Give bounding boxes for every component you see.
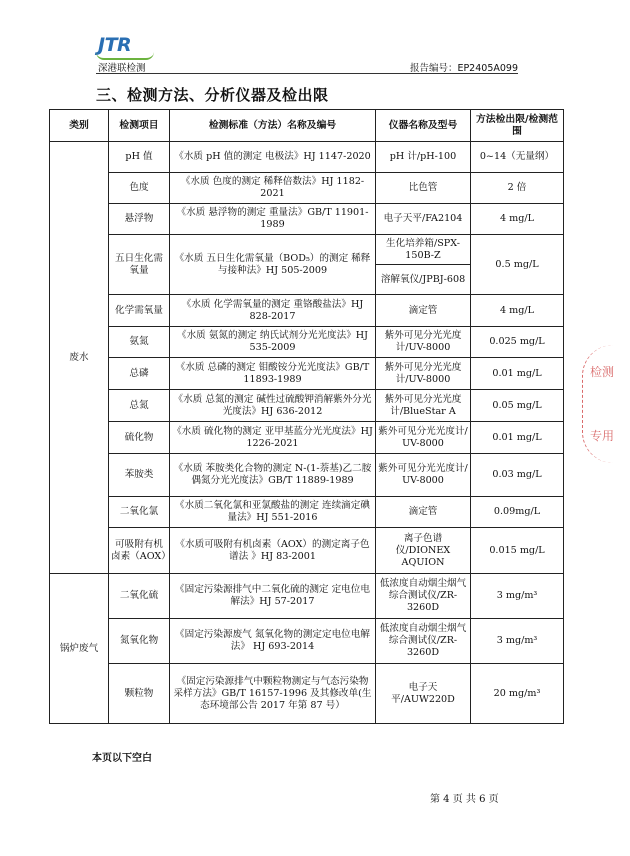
- item-cell: 苯胺类: [109, 454, 170, 497]
- table-row: [50, 358, 564, 390]
- limit-cell: 3 mg/m³: [471, 619, 564, 664]
- table-row: [50, 173, 564, 204]
- category-cell: 锅炉废气: [50, 574, 109, 724]
- method-cell: 《固定污染源排气中二氧化硫的测定 定电位电解法》HJ 57-2017: [170, 574, 376, 619]
- instrument-cell: 低浓度自动烟尘烟气综合测试仪/ZR-3260D: [376, 574, 471, 619]
- instrument-cell: 紫外可见分光光度计/ UV-8000: [376, 422, 471, 454]
- page-header: [96, 30, 556, 72]
- logo-text: JTR: [98, 34, 132, 56]
- item-cell: 色度: [109, 173, 170, 204]
- method-cell: 《水质 硫化物的测定 亚甲基蓝分光光度法》HJ 1226-2021: [170, 422, 376, 454]
- seal-text-1: 检测: [590, 365, 615, 379]
- method-cell: 《水质可吸附有机卤素（AOX）的测定离子色谱法 》HJ 83-2001: [170, 528, 376, 574]
- methods-table: [49, 109, 564, 724]
- instrument-cell: 紫外可见分光光度计/UV-8000: [376, 358, 471, 390]
- blank-below-note: 本页以下空白: [92, 753, 152, 764]
- limit-cell: 0.05 mg/L: [471, 390, 564, 422]
- report-number: 报告编号：EP2405A099: [409, 63, 518, 74]
- method-cell: 《水质 悬浮物的测定 重量法》GB/T 11901-1989: [170, 204, 376, 235]
- item-cell: 总磷: [109, 358, 170, 390]
- instrument-cell: 电子天平/AUW220D: [376, 664, 471, 724]
- instrument-cell: 低浓度自动烟尘烟气综合测试仪/ZR-3260D: [376, 619, 471, 664]
- limit-cell: 0.015 mg/L: [471, 528, 564, 574]
- table-row: [50, 528, 564, 574]
- item-cell: 颗粒物: [109, 664, 170, 724]
- table-row: [50, 574, 564, 619]
- instrument-cell: 紫外可见分光光度计/ UV-8000: [376, 454, 471, 497]
- item-cell: 硫化物: [109, 422, 170, 454]
- item-cell: 可吸附有机卤素（AOX）: [109, 528, 170, 574]
- page-number: 第 4 页 共 6 页: [430, 794, 499, 805]
- header-divider: [96, 73, 518, 74]
- limit-cell: 0.03 mg/L: [471, 454, 564, 497]
- instrument-cell: 离子色谱仪/DIONEX AQUION: [376, 528, 471, 574]
- instrument-cell: 紫外可见分光光度计/UV-8000: [376, 327, 471, 358]
- method-cell: 《水质 色度的测定 稀释倍数法》HJ 1182-2021: [170, 173, 376, 204]
- limit-cell: 4 mg/L: [471, 295, 564, 327]
- col-header-instrument: 仪器名称及型号: [376, 110, 471, 142]
- red-seal-stamp: [590, 345, 630, 465]
- item-cell: 氮氧化物: [109, 619, 170, 664]
- col-header-limit: 方法检出限/检测范围: [471, 110, 564, 142]
- item-cell: 化学需氧量: [109, 295, 170, 327]
- item-cell: 悬浮物: [109, 204, 170, 235]
- instrument-cell: 比色管: [376, 173, 471, 204]
- table-row: [50, 497, 564, 528]
- instrument-cell: pH 计/pH-100: [376, 142, 471, 173]
- section-title: 三、检测方法、分析仪器及检出限: [96, 86, 329, 104]
- instrument-cell: 电子天平/FA2104: [376, 204, 471, 235]
- limit-cell: 0.01 mg/L: [471, 422, 564, 454]
- table-row: [50, 422, 564, 454]
- table-row: [50, 295, 564, 327]
- limit-cell: 0.09mg/L: [471, 497, 564, 528]
- item-cell: 五日生化需氧量: [109, 235, 170, 295]
- limit-cell: 0~14（无量纲）: [471, 142, 564, 173]
- method-cell: 《水质二氧化氯和亚氯酸盐的测定 连续滴定碘量法》HJ 551-2016: [170, 497, 376, 528]
- table-header-row: [50, 110, 564, 142]
- limit-cell: 3 mg/m³: [471, 574, 564, 619]
- instrument-cell: 滴定管: [376, 497, 471, 528]
- method-cell: 《水质 化学需氧量的测定 重铬酸盐法》HJ 828-2017: [170, 295, 376, 327]
- instrument-cell: 紫外可见分光光度计/BlueStar A: [376, 390, 471, 422]
- table-row: [50, 204, 564, 235]
- col-header-category: 类别: [50, 110, 109, 142]
- method-cell: 《水质 氨氮的测定 纳氏试剂分光光度法》HJ 535-2009: [170, 327, 376, 358]
- col-header-method: 检测标准（方法）名称及编号: [170, 110, 376, 142]
- method-cell: 《水质 总磷的测定 钼酸铵分光光度法》GB/T 11893-1989: [170, 358, 376, 390]
- item-cell: 氨氮: [109, 327, 170, 358]
- table-row: [50, 327, 564, 358]
- category-cell: 废水: [50, 142, 109, 574]
- instrument-cell: 溶解氧仪/JPBJ-608: [376, 265, 471, 295]
- instrument-cell: 生化培养箱/SPX-150B-Z: [376, 235, 471, 265]
- method-cell: 《水质 苯胺类化合物的测定 N-(1-萘基)乙二胺偶氮分光光度法》GB/T 11889-1989: [170, 454, 376, 497]
- table-row: [50, 664, 564, 724]
- method-cell: 《固定污染源排气中颗粒物测定与气态污染物采样方法》GB/T 16157-1996 及其修改单(生态环境部公告 2017 年第 87 号）: [170, 664, 376, 724]
- table-row: [50, 390, 564, 422]
- col-header-item: 检测项目: [109, 110, 170, 142]
- limit-cell: 0.025 mg/L: [471, 327, 564, 358]
- method-cell: 《水质 总氮的测定 碱性过硫酸钾消解紫外分光光度法》HJ 636-2012: [170, 390, 376, 422]
- table-row: [50, 454, 564, 497]
- method-cell: 《水质 五日生化需氧量（BOD₅）的测定 稀释与接种法》HJ 505-2009: [170, 235, 376, 295]
- company-logo: [96, 30, 156, 58]
- company-name: 深港联检测: [98, 63, 146, 74]
- limit-cell: 0.5 mg/L: [471, 235, 564, 295]
- table-row: [50, 619, 564, 664]
- item-cell: pH 值: [109, 142, 170, 173]
- limit-cell: 2 倍: [471, 173, 564, 204]
- seal-text-2: 专用: [590, 429, 615, 443]
- logo-swoosh: [96, 52, 154, 60]
- method-cell: 《固定污染源废气 氮氧化物的测定定电位电解法》 HJ 693-2014: [170, 619, 376, 664]
- limit-cell: 4 mg/L: [471, 204, 564, 235]
- limit-cell: 20 mg/m³: [471, 664, 564, 724]
- table-row: [50, 235, 564, 265]
- item-cell: 总氮: [109, 390, 170, 422]
- item-cell: 二氧化氯: [109, 497, 170, 528]
- instrument-cell: 滴定管: [376, 295, 471, 327]
- limit-cell: 0.01 mg/L: [471, 358, 564, 390]
- table-row: [50, 142, 564, 173]
- method-cell: 《水质 pH 值的测定 电极法》HJ 1147-2020: [170, 142, 376, 173]
- item-cell: 二氧化硫: [109, 574, 170, 619]
